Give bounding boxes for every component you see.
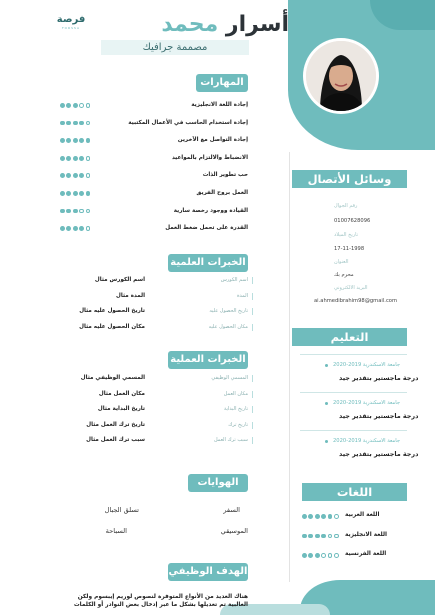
objective-text: هناك العديد من الأنواع المتوفرة لنصوص لوريم إيبسوم ولكن الغالبية تم تعديلها بشكل ما عبر إدخال بعض النوادر أو الكلمات (73, 594, 248, 608)
rating-dot-filled (302, 514, 307, 519)
rating-dot-empty (79, 209, 84, 214)
education-institution-date: جامعة الاسكندرية 2019-2020 (333, 438, 401, 444)
rating-dot-filled (66, 173, 71, 178)
rating-dot-empty (321, 553, 326, 558)
job-title: مصممة جرافيك (101, 40, 249, 55)
experience-field-value: مكان العمل مثال (98, 390, 145, 397)
rating-dot-filled (308, 514, 313, 519)
rating-dots (60, 156, 90, 162)
language-label: اللغة الفرنسية (345, 551, 387, 557)
rating-dot-filled (73, 138, 78, 143)
skill-label: إجادة التواصل مع الآخرين (177, 137, 248, 144)
rating-dot-filled (308, 553, 313, 558)
field-separator (252, 375, 253, 382)
rating-dot-filled (79, 226, 84, 231)
rating-dots (60, 138, 90, 144)
rating-dot-empty (334, 534, 339, 539)
skill-label: حب تطوير الذات (202, 172, 248, 179)
skill-row (0, 206, 435, 217)
field-separator (252, 324, 253, 331)
rating-dot-empty (328, 553, 333, 558)
course-row (0, 275, 435, 286)
education-divider (300, 354, 407, 355)
rating-dots (60, 226, 90, 232)
rating-dot-empty (86, 103, 91, 108)
rating-dots (302, 534, 339, 540)
language-label: اللغة العربية (345, 512, 380, 518)
education-institution-date: جامعة الاسكندرية 2019-2020 (333, 400, 401, 406)
rating-dot-filled (321, 514, 326, 519)
skills-heading: المهارات (196, 74, 248, 92)
experience-field-label: المسمي الوظيفي (211, 375, 248, 381)
rating-dot-filled (86, 191, 91, 196)
skill-label: إجادة استخدام الحاسب في الأعمال المكتبية (128, 119, 248, 126)
field-separator (252, 422, 253, 429)
education-institution-date: جامعة الاسكندرية 2019-2020 (333, 362, 401, 368)
address-label: العنوان (334, 259, 349, 265)
rating-dot-empty (86, 121, 91, 126)
rating-dot-filled (315, 514, 320, 519)
rating-dot-filled (302, 553, 307, 558)
course-field-label: المدة (236, 292, 248, 299)
course-field-label: اسم الكورس (220, 277, 248, 283)
languages-heading: اللغات (302, 483, 407, 501)
education-divider (300, 392, 407, 393)
course-row (0, 306, 435, 317)
rating-dot-filled (73, 173, 78, 178)
rating-dot-filled (66, 103, 71, 108)
experience-field-label: مكان العمل (223, 390, 248, 397)
logo-text: فرصة (56, 14, 86, 25)
hobbies-heading: الهوايات (188, 474, 248, 492)
skill-label: القيادة ووجود رخصة سارية (173, 207, 248, 214)
contact-heading: وسائل الأتصال (292, 170, 407, 188)
rating-dot-empty (86, 226, 91, 231)
rating-dot-empty (79, 103, 84, 108)
education-divider (300, 430, 407, 431)
rating-dot-filled (60, 173, 65, 178)
rating-dots (60, 103, 90, 109)
hobby-item: السفر (223, 506, 240, 514)
rating-dot-filled (79, 138, 84, 143)
skill-label: الانضباط والالتزام بالمواعيد (171, 154, 248, 161)
field-separator (252, 437, 253, 444)
rating-dot-filled (328, 514, 333, 519)
rating-dots (60, 121, 90, 127)
skill-row (0, 223, 435, 234)
rating-dot-filled (60, 121, 65, 126)
language-row (0, 550, 435, 561)
education-heading: التعليم (292, 328, 407, 346)
hobby-item: الموسيقي (220, 527, 248, 535)
education-bullet (325, 364, 328, 367)
skill-row (0, 188, 435, 199)
rating-dot-filled (79, 173, 84, 178)
experience-field-label: تاريخ ترك (228, 421, 248, 428)
rating-dot-filled (66, 209, 71, 214)
rating-dot-filled (73, 226, 78, 231)
rating-dot-empty (334, 514, 339, 519)
rating-dot-filled (66, 191, 71, 196)
rating-dot-filled (73, 209, 78, 214)
rating-dot-filled (60, 156, 65, 161)
objective-heading: الهدف الوظيفي (168, 563, 248, 581)
rating-dots (302, 553, 339, 559)
field-separator (252, 308, 253, 315)
experience-row (0, 389, 435, 400)
experience-field-value: تاريخ البداية مثال (97, 406, 145, 412)
rating-dot-filled (302, 534, 307, 539)
skill-row (0, 135, 435, 146)
phone-label: رقم الجوال (334, 203, 358, 209)
rating-dot-filled (315, 534, 320, 539)
rating-dot-filled (66, 156, 71, 161)
hobby-item: السباحة (105, 527, 127, 535)
experience-row (0, 420, 435, 431)
education-bullet (325, 440, 328, 443)
language-row (0, 531, 435, 542)
person-name (161, 10, 289, 40)
rating-dot-filled (73, 121, 78, 126)
rating-dot-filled (79, 156, 84, 161)
language-label: اللغة الانجليزية (345, 531, 388, 538)
rating-dot-filled (60, 226, 65, 231)
language-row (0, 511, 435, 522)
course-field-value: اسم الكورس مثال (94, 277, 145, 283)
rating-dot-filled (308, 534, 313, 539)
course-field-value: تاريخ الحصول عليه مثال (79, 308, 145, 314)
experience-field-label: تاريخ البداية (223, 406, 248, 412)
rating-dot-filled (60, 209, 65, 214)
education-degree: درجة ماجستير بتقدير جيد (339, 450, 419, 458)
address-value: محرم بك (334, 272, 354, 278)
rating-dot-filled (79, 121, 84, 126)
course-field-value: مكان الحصول عليه مثال (79, 323, 145, 330)
education-degree: درجة ماجستير بتقدير جيد (339, 412, 419, 420)
course-field-label: تاريخ الحصول عليه (209, 308, 248, 314)
rating-dot-filled (60, 191, 65, 196)
experience-field-value: سبب ترك العمل مثال (86, 437, 145, 443)
rating-dots (302, 514, 339, 520)
email-label: البريد الالكتروني (334, 285, 368, 291)
hobby-item: تسلق الجبال (104, 506, 139, 514)
rating-dot-empty (334, 553, 339, 558)
rating-dot-filled (73, 191, 78, 196)
experience-field-label: سبب ترك العمل (213, 437, 248, 443)
rating-dots (60, 209, 90, 215)
rating-dot-filled (73, 156, 78, 161)
rating-dot-filled (66, 138, 71, 143)
rating-dot-filled (315, 553, 320, 558)
logo-subtext: FORSSA (61, 26, 81, 30)
last-name: محمد (161, 12, 219, 37)
experience-heading: الخبرات العملية (168, 351, 248, 369)
first-name: أسرار (225, 12, 289, 37)
skill-label: إجادة اللغة الانجليزية (191, 102, 248, 108)
field-separator (252, 293, 253, 300)
phone-value: 01007628096 (334, 218, 371, 224)
rating-dot-empty (86, 209, 91, 214)
rating-dot-filled (60, 103, 65, 108)
courses-heading: الخبرات العلمية (168, 254, 248, 272)
rating-dot-filled (73, 103, 78, 108)
rating-dots (60, 191, 90, 197)
experience-field-value: تاريخ ترك العمل مثال (86, 421, 145, 428)
birth-value: 17-11-1998 (334, 246, 365, 252)
birth-label: تاريخ الميلاد (334, 232, 359, 238)
education-bullet (325, 402, 328, 405)
education-degree: درجة ماجستير بتقدير جيد (339, 374, 419, 382)
rating-dot-filled (66, 121, 71, 126)
rating-dot-filled (60, 138, 65, 143)
field-separator (252, 406, 253, 413)
rating-dot-empty (86, 173, 91, 178)
email-value: ai.ahmedibrahim98@gmail.com (314, 298, 398, 304)
skill-row (0, 153, 435, 164)
rating-dot-filled (79, 191, 84, 196)
skill-label: القدرة على تحمل ضغط العمل (165, 225, 248, 232)
field-separator (252, 391, 253, 398)
course-field-value: المدة مثال (116, 292, 145, 299)
skill-label: العمل بروح الفريق (196, 190, 248, 196)
brand-logo (56, 14, 86, 31)
skill-row (0, 100, 435, 111)
rating-dots (60, 173, 90, 179)
course-field-label: مكان الحصول عليه (208, 323, 248, 330)
rating-dot-empty (328, 534, 333, 539)
field-separator (252, 277, 253, 284)
rating-dot-filled (66, 226, 71, 231)
experience-field-value: المسمي الوظيفي مثال (80, 375, 145, 381)
rating-dot-filled (86, 138, 91, 143)
skill-row (0, 118, 435, 129)
rating-dot-filled (321, 534, 326, 539)
rating-dot-empty (86, 156, 91, 161)
